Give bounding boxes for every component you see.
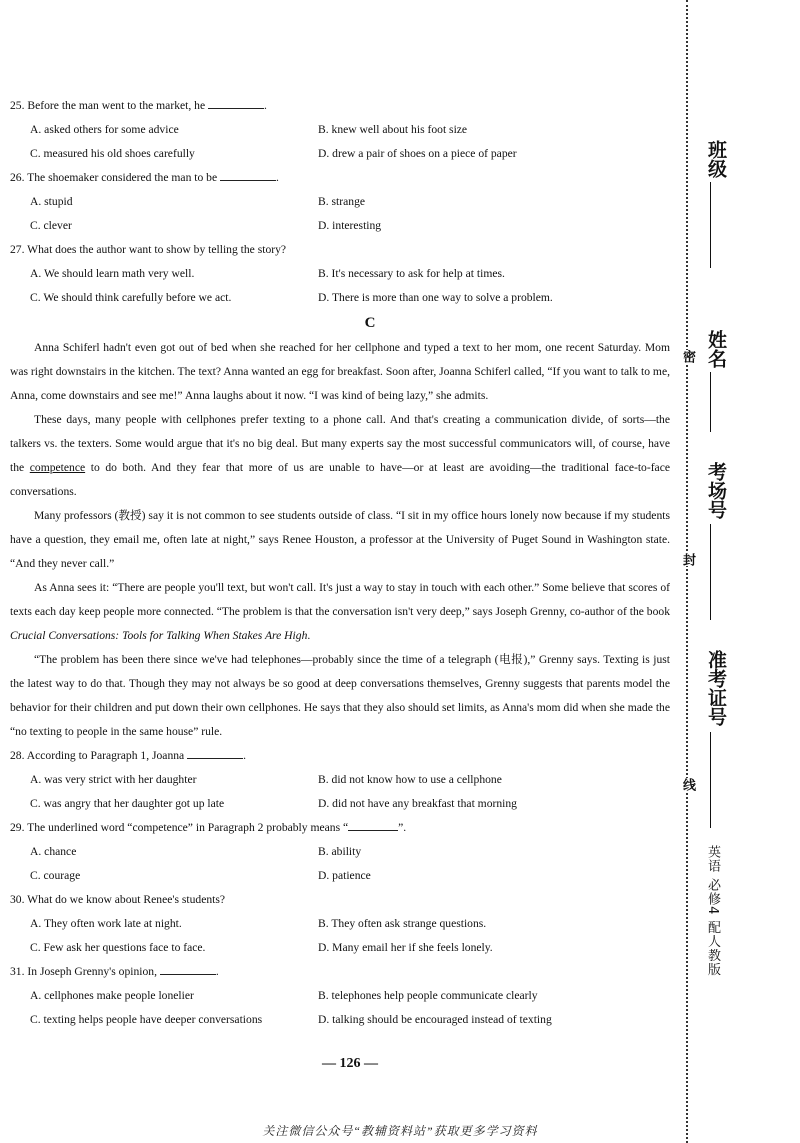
question-25-options: [10, 118, 670, 142]
passage-paragraph-3: Many professors (教授) say it is not common to see students outside of class. “I sit in my office hours lonely now because if my students have a question, they email me, often late at night,” says Renee Houston, a professor at the University of Puget Sound in Washington state. “And they never call.”: [10, 509, 670, 570]
option-b: B. strange: [318, 195, 366, 208]
option-c: C. courage: [30, 869, 81, 882]
option-d: D. did not have any breakfast that morning: [318, 797, 517, 810]
section-heading: C: [364, 315, 376, 331]
option-a: A. stupid: [30, 195, 73, 208]
question-29: 29. The underlined word “competence” in Paragraph 2 probably means “ ”.: [10, 821, 407, 834]
option-a: A. They often work late at night.: [30, 917, 182, 930]
class-label: 班级: [705, 140, 727, 178]
answer-blank: [187, 747, 243, 759]
underlined-word: competence: [29, 461, 86, 474]
seal-mark: 线: [680, 778, 695, 791]
option-a: A. cellphones make people lonelier: [30, 989, 194, 1002]
option-a: A. We should learn math very well.: [30, 267, 195, 280]
class-field: [710, 182, 711, 268]
option-c: C. was angry that her daughter got up late: [30, 797, 225, 810]
answer-blank: [208, 97, 264, 109]
option-d: D. There is more than one way to solve a problem.: [318, 291, 553, 304]
option-c: C. We should think carefully before we act.: [30, 291, 232, 304]
question-25: 25. Before the man went to the market, he .: [10, 99, 267, 112]
name-field: [710, 372, 711, 432]
passage-paragraph-4: As Anna sees it: “There are people you'll text, but won't call. It's just a way to stay in touch with each other.” Some believe that scores of texts each day keep people more connected. “The problem is that the conversation isn't very deep,” says Joseph Grenny, co-author of the book Crucial Conversations: Tools for Talking When Stakes Are High.: [10, 581, 670, 642]
seal-mark: 密: [680, 350, 695, 363]
ticket-number-field: [710, 732, 711, 828]
option-d: D. patience: [318, 869, 371, 882]
option-c: C. Few ask her questions face to face.: [30, 941, 206, 954]
option-b: B. telephones help people communicate clearly: [318, 989, 538, 1002]
passage-paragraph-1: Anna Schiferl hadn't even got out of bed when she reached for her cellphone and typed a text to her mom, one recent Saturday. Mom was right downstairs in the kitchen. The text? Anna wanted an egg for breakfast. Soon after, Joanna Schiferl called, “If you want to talk to me, Anna, come downstairs and see me!” Anna laughs about it now. “I was kind of being lazy,” she admits.: [10, 341, 670, 402]
option-a: A. was very strict with her daughter: [30, 773, 197, 786]
question-30: 30. What do we know about Renee's students?: [10, 893, 226, 906]
answer-blank: [348, 819, 398, 831]
option-c: C. measured his old shoes carefully: [30, 147, 195, 160]
footer-note: 关注微信公众号“教辅资料站”获取更多学习资料: [262, 1124, 538, 1138]
answer-blank: [220, 169, 276, 181]
passage-paragraph-5: “The problem has been there since we've had telephones—probably since the time of a telegraph (电报),” Grenny says. Texting is just the latest way to do that. Though they may not always be so good at deep conversations themselves, Grenny suggests that parents model the behavior for their children and put down their own cellphones. He says that they also should set limits, as Anna's mom did when she made the “no texting to people in the same house” rule.: [10, 653, 670, 738]
option-b: B. ability: [318, 845, 362, 858]
option-a: A. asked others for some advice: [30, 123, 179, 136]
answer-blank: [160, 963, 216, 975]
seal-mark: 封: [680, 553, 695, 566]
option-d: D. interesting: [318, 219, 382, 232]
cut-line: [686, 0, 688, 1143]
option-b: B. knew well about his foot size: [318, 123, 468, 136]
option-b: B. did not know how to use a cellphone: [318, 773, 502, 786]
question-27: 27. What does the author want to show by telling the story?: [10, 243, 287, 256]
book-title: Crucial Conversations: Tools for Talking When Stakes Are High: [10, 629, 308, 642]
option-d: D. Many email her if she feels lonely.: [318, 941, 493, 954]
ticket-number-label: 准考证号: [705, 650, 727, 726]
option-b: B. They often ask strange questions.: [318, 917, 487, 930]
exam-room-field: [710, 524, 711, 620]
passage-paragraph-2: These days, many people with cellphones prefer texting to a phone call. And that's creating a communication divide, of sorts—the talkers vs. the texters. Some would argue that it's no big deal. But many experts say the most successful communicators will, of course, have the competence to do both. And they fear that more of us are unable to have—or at least are avoiding—the traditional face-to-face conversations.: [10, 413, 670, 498]
name-label: 姓名: [705, 330, 727, 368]
option-d: D. talking should be encouraged instead of texting: [318, 1013, 552, 1026]
option-b: B. It's necessary to ask for help at times.: [318, 267, 505, 280]
option-c: C. texting helps people have deeper conversations: [30, 1013, 263, 1026]
subject-label: 英语 必修4 配人教版: [705, 845, 720, 977]
option-d: D. drew a pair of shoes on a piece of paper: [318, 147, 517, 160]
exam-room-label: 考场号: [705, 462, 727, 519]
question-26: 26. The shoemaker considered the man to be .: [10, 171, 279, 184]
binding-strip: [676, 0, 800, 1143]
question-31: 31. In Joseph Grenny's opinion, .: [10, 965, 219, 978]
question-28: 28. According to Paragraph 1, Joanna .: [10, 749, 246, 762]
exam-content: [10, 94, 670, 1032]
option-c: C. clever: [30, 219, 72, 232]
option-a: A. chance: [30, 845, 77, 858]
page-number: — 126 —: [322, 1056, 378, 1071]
